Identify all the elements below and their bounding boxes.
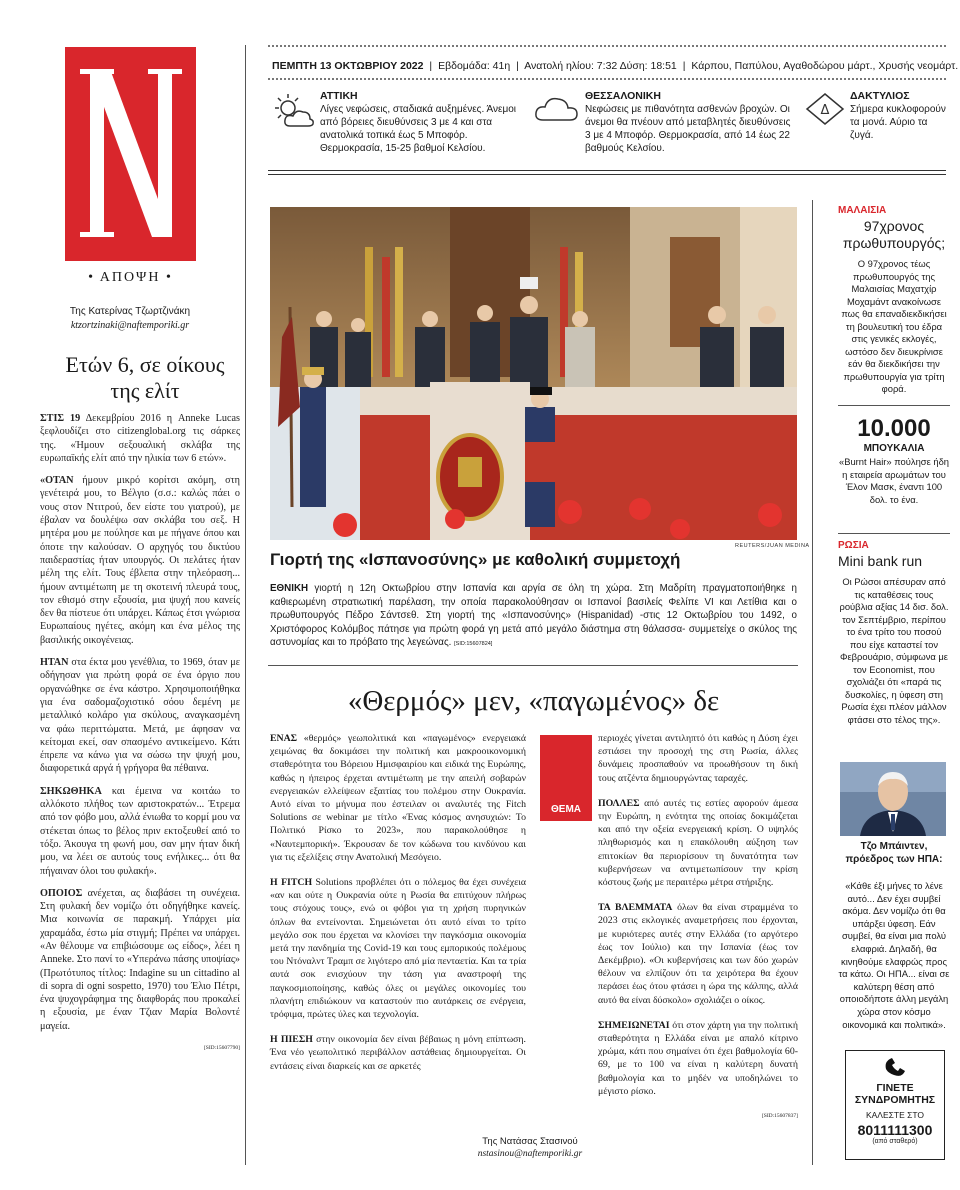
weather-text: Νεφώσεις με πιθανότητα ασθενών βροχών. Οι άνεμοι θα πνέουν από μεταβλητές διευθύνσεις 3 με 4 Μποφόρ. Θερμοκρασία, από 14 έως 22 βαθμούς Κελσίου.: [585, 104, 791, 154]
bottles-label: ΜΠΟΥΚΑΛΙΑ: [863, 443, 925, 454]
left-sid: [SID:15607790]: [203, 1045, 240, 1052]
photo-sid: [SID:15607824]: [454, 641, 493, 647]
date: ΠΕΜΠΤΗ 13 ΟΚΤΩΒΡΙΟΥ 2022: [272, 60, 424, 72]
photo-story-text: ΕΘΝΙΚΗ γιορτή η 12η Οκτωβρίου στην Ισπανία και αργία σε όλη τη χώρα. Στη Μαδρίτη πραγματοποιήθηκε η καθιερωμένη στρατιωτική παρέλαση, την οποία παρακολούθησαν οι Ισπανοί βασιλείς Φελίπε VI και Λετίθια και ο πρωθυπουργός Πέδρο Σάντσεθ. Στη γιορτή της «Ισπανοσύνης» (Hispanidad) -στις 12 Οκτωβρίου του 1492, ο Χριστόφορος Κολόμβος πάτησε για πρώτη φορά γη μετά από μεγάλο διάστημα στη θάλασσα- συμμετείχε ο σκύλος της αστυνομίας και το πρόβατο της λεγεώνας. [SID:15607824]: [270, 583, 797, 648]
bottles-brief: [838, 415, 950, 506]
parade-photo: [270, 207, 797, 540]
brief-headline: Mini bank run: [838, 553, 923, 569]
brief-text: Ο 97χρονος τέως πρωθυπουργός της Μαλαισίας Μαχατχίρ Μοχαμάντ ανακοίνωσε πως θα επαναδιεκδικήσει τη βουλευτική του έδρα στις γενικές εκλογές, ωστόσο δεν διευκρίνισε εάν θα διεκδικήσει την πρωθυπουργία για τρίτη φορά.: [841, 258, 947, 394]
left-byline: [55, 305, 205, 333]
weather-text: Σήμερα κυκλοφορούν τα μονά. Αύριο τα ζυγά.: [850, 104, 946, 141]
main-paragraph: Η FITCH Solutions προβλέπει ότι ο πόλεμος θα έχει συνέχεια «αν και ούτε η Ουκρανία ούτε η Ρωσία θα επιτύχουν πλήρως τους στόχους τους», ενώ οι φόβοι για τη χρήση πυρηνικών όπλων θα εντείνονται. Σημειώνεται ότι αυτό είναι το τρίτο μεγάλο σοκ που έρχεται να κλονίσει την παγκόσμια οικονομία μετά την πανδημία της Covid-19 και τους εμπορικούς πολέμους του Ντόναλντ Τραμπ σε λιγότερο από μία πενταετία. Και τα τρία αυτά σοκ ενισχύουν την τάση για αναστροφή της παγκοσμιοποίησης, καθώς όλες οι μεγάλες οικονομίες του πλανήτη επιδιώκουν να καταστούν πιο αυτάρκεις σε ενέργεια, τρόφιμα, πρώτες ύλες και τεχνολογία.: [270, 877, 526, 1021]
weather-region: ΘΕΣΣΑΛΟΝΙΚΗ: [585, 90, 661, 102]
phone-icon: [846, 1055, 944, 1082]
photo-story-title: Γιορτή της «Ισπανοσύνης» με καθολική συμμετοχή: [270, 550, 681, 569]
biden-caption: Τζο Μπάιντεν, πρόεδρος των ΗΠΑ:: [845, 841, 943, 865]
main-byline-email[interactable]: nstasinou@naftemporiki.gr: [477, 1149, 583, 1159]
main-paragraph: ΠΟΛΛΕΣ από αυτές τις εστίες αφορούν άμεσα την Ευρώπη, η ενότητα της οποίας δοκιμάζεται και από την οξεία ενεργειακή κρίση. Ο υψηλός πληθωρισμός και η επακόλουθη αύξηση των επιτοκίων θα περιορίσουν τη δυνατότητα των κυβερνήσεων να αντιμετωπίσουν την κρίση κόστους ζωής με περαιτέρω μέτρα στήριξης.: [598, 797, 798, 889]
main-paragraph: Η ΠΙΕΣΗ στην οικονομία δεν είναι βέβαιως η μόνη επίπτωση. Ένα νέο γεωπολιτικό περιβάλλον αστάθειας δημιουργείται. Οι εντάσεις είναι διαρκείς και σε αρκετές: [270, 1034, 527, 1072]
brief-label: ΜΑΛΑΙΣΙΑ: [838, 205, 887, 216]
main-paragraph: ΕΝΑΣ «θερμός» γεωπολιτικά και «παγωμένος» ενεργειακά χειμώνας θα δοκιμάσει την πολιτική και μακροοικονομική σταθερότητα του Βόρειου Ημισφαιρίου και ειδικά της Ευρώπης, καθώς η ήπειρος έρχεται αντιμέτωπη με την απειλή σοβαρών ενεργειακών ελλείψεων εξαιτίας του πολέμου στην Ουκρανία. Αυτό είναι το μήνυμα που έστειλαν οι αναλυτές της Fitch Solutions σε webinar με τίτλο «Ένας κόσμος ανησυχιών: Το Πολιτικό Ρίσκο το 2023», που παρακολούθησε η «Ναυτεμπορική». Έκρουσαν δε τον κώδωνα του κινδύνου και για τις εξελίξεις στην Ανατολική Μεσόγειο.: [270, 733, 526, 863]
subscribe-phone[interactable]: 8011111300: [857, 1122, 933, 1138]
subscribe-call: ΚΑΛΕΣΤΕ ΣΤΟ: [865, 1110, 925, 1120]
main-sid: [SID:15607837]: [761, 1113, 798, 1120]
left-paragraph: ΣΤΙΣ 19 Δεκεμβρίου 2016 η Anneke Lucas ξεφλουδίζει στο citizenglobal.org τις σάρκες της. «Ήμουν σεξουαλική σκλάβα της ευρωπαϊκής ελίτ από την ηλικία των 6 ετών».: [40, 413, 240, 464]
bottles-number: 10.000: [857, 415, 931, 442]
main-story-column-2: [598, 732, 798, 1123]
left-paragraph: ΣΗΚΩΘΗΚΑ και έμεινα να κοιτάω το αλλόκοτο πλήθος των αριστοκρατών... Έτρεμα από τον φόβο μου, αλλά ένιωθα το κορμί μου να στέκεται όπως το βέλος πριν εκτοξευθεί από το τόξο. Άκουγα τη φωνή μου, σαν μην ήταν δική μου, να λέει σε αυτούς τους ενήλικες... ότι θα πήγαιναν όλοι του φυλακή».: [40, 785, 240, 877]
main-paragraph: ΣΗΜΕΙΩΝΕΤΑΙ ότι στον χάρτη για την πολιτική σταθερότητα η Ελλάδα είναι με απαλό κίτρινο χρώμα, κάτι που σημαίνει ότι έχει βαθμολογία 60-69, με το 100 να είναι η καλύτερη δυνατή βαθμολογία και το μηδέν να υποδηλώνει το μέγιστο ρίσκο.: [598, 1019, 798, 1097]
left-article-title: Ετών 6, σε οίκους της ελίτ: [65, 352, 225, 403]
subscribe-title: ΓΙΝΕΤΕ ΣΥΝΔΡΟΜΗΤΗΣ: [854, 1082, 936, 1106]
cloud-icon: [533, 92, 579, 129]
main-story-title: «Θερμός» μεν, «παγωμένος» δε: [347, 685, 720, 717]
photo-story-bottom-rule: [268, 665, 798, 666]
delta-icon: [805, 92, 845, 131]
weather-ring: [850, 90, 950, 142]
brief-headline: 97χρονος πρωθυπουργός;: [842, 218, 946, 251]
n-logo-icon: [76, 59, 186, 249]
right-rule: [838, 533, 950, 534]
subscribe-box[interactable]: [845, 1050, 945, 1160]
main-byline-author: Της Νατάσας Στασινού: [482, 1136, 578, 1147]
left-paragraph: ΗΤΑΝ στα έκτα μου γενέθλια, το 1969, όταν με οδήγησαν για πρώτη φορά σε ένα όργιο που οργανώθηκε σε ένα κάστρο. Χρησιμοποιήθηκα για ένα σαδομαζοχιστικό σόου δεμένη με μεταλλικό κολάρο για σκύλους, αναγκασμένη να φάω περιττώματα. Μετά, με άφησαν να κείτομαι εκεί, σαν σπασμένο αντικείμενο. Κάτι έπρεπε να κάνω για να σώσω την ψυχή μου, διαφορετικά αργά ή γρήγορα θα πέθαινα.: [40, 657, 240, 775]
biden-quote: «Κάθε έξι μήνες το λένε αυτό... Δεν έχει συμβεί ακόμα. Δεν νομίζω ότι θα υπάρξει ύφεση. Εάν συμβεί, θα είναι μια πολύ ελαφριά. Δηλαδή, θα κινηθούμε ελαφρώς προς τα κάτω. Οι ΗΠΑ... είναι σε καλύτερη θέση από οποιοδήποτε άλλη μεγάλη χώρα στον κόσμο οικονομικά και πολιτικά».: [838, 880, 950, 1030]
weather-text: Λίγες νεφώσεις, σταδιακά αυξημένες. Άνεμοι από βόρειες διευθύνσεις 3 με 4 και στα ανατολικά τοπικά έως 5 Μποφόρ. Θερμοκρασία, 15-25 βαθμοί Κελσίου.: [320, 104, 516, 154]
sun-times: Ανατολή ηλίου: 7:32 Δύση: 18:51: [524, 60, 677, 72]
weather-region: ΑΤΤΙΚΗ: [320, 90, 358, 102]
main-story-column-1: [270, 732, 526, 1085]
name-days: Κάρπου, Παπύλου, Αγαθοδώρου μάρτ., Χρυσής νεομάρτ.: [691, 60, 959, 72]
week-number: Εβδομάδα: 41η: [438, 60, 511, 72]
section-label: • ΑΠΟΨΗ •: [88, 270, 173, 285]
left-byline-author: Της Κατερίνας Τζωρτζινάκη: [69, 306, 191, 317]
dateline: ΠΕΜΠΤΗ 13 ΟΚΤΩΒΡΙΟΥ 2022 | Εβδομάδα: 41η | Ανατολή ηλίου: 7:32 Δύση: 18:51 | Κάρπου, Παπύλου, Αγαθοδώρου μάρτ., Χρυσής νεομάρτ.: [272, 60, 959, 72]
malaysia-brief: [838, 205, 950, 396]
sun-cloud-icon: [270, 92, 316, 137]
brief-text: Οι Ρώσοι απέσυραν από τις καταθέσεις τους ρούβλια αξίας 14 δισ. δολ. τον Σεπτέμβριο, περίπου το ένα τρίτο του ποσού που είχε καταστεί τον Φεβρουάριο, σύμφωνα με τον Economist, που σχολιάζει ότι «παρά τις δυσκολίες, η ύφεση στη Ρωσία έχει πλέον μάλλον φτάσει στο τέλος της».: [839, 576, 949, 725]
left-paragraph: «ΟΤΑΝ ήμουν μικρό κορίτσι ακόμη, στη γενέτειρά μου, το Βέλγιο (σ.σ.: καλώς πάει ο νους στον Ντιτρού, δεν είστε του γιατρού), με έβαλαν να δουλέψω σαν σκλάβα του σεξ. Η μητέρα μου με πούλησε και με πήγανε όπου και όποτε την καλούσαν. Ο αρχηγός του δικτύου παιδεραστίας ήταν υπουργός. Οι πελάτες ήταν μέλη της ελίτ. Τους έβλεπα στην τηλεόραση... ήμουν αντιμέτωπη με τη σκοτεινή πλευρά τους, τον εθισμό στην εξουσία, μια ψυχή που κανείς δεν θα πίστευε ότι υπάρχει. Κάπως έτσι γνώρισα Ευρωπαίους ηγέτες, ακόμη και ένα μέλος της βασιλικής οικογένειας.: [40, 475, 240, 646]
main-byline: [430, 1135, 630, 1161]
weather-attica: [320, 90, 520, 155]
left-byline-email[interactable]: ktzortzinaki@naftemporiki.gr: [70, 320, 190, 331]
biden-photo: [840, 762, 946, 836]
left-paragraph: ΟΠΟΙΟΣ ανέχεται, ας διαβάσει τη συνέχεια. Στη φυλακή δεν νομίζω ότι οδηγήθηκε κανείς. Μια κοινωνία σε παρακμή. Υπάρχει μία χαραμάδα, έστω μία στιγμή; Πρέπει να υπάρχει. «Αν θέλουμε να επιβιώσουμε ως είδος», λέει η Anneke. Στο πανί το «Υπεράνω πάσης υποψίας» (Πρωτότυπος τίτλος: Indagine su un cittadino al di sopra di ogni sospetto, 1970) του Έλιο Πέτρι, ένα ψυχογράφημα της διαφθοράς που προκαλεί η εξουσία, με έναν Τζιαν Μαρία Βολοντέ μαγεία.: [40, 887, 240, 1032]
theme-tag: ΘΕΜΑ: [540, 735, 592, 821]
naftemporiki-logo: [65, 47, 196, 261]
photo-credit: REUTERS/JUAN MEDINA: [735, 543, 810, 549]
right-column-divider: [812, 200, 813, 1165]
russia-brief: [838, 540, 950, 726]
brief-label: ΡΩΣΙΑ: [838, 540, 869, 551]
weather-region: ΔΑΚΤΥΛΙΟΣ: [850, 90, 910, 102]
weather-thessaloniki: [585, 90, 795, 155]
main-paragraph: περιοχές γίνεται αντιληπτό ότι καθώς η Δύση έχει εστιάσει την προσοχή της στη Ρωσία, άλλες δυνάμεις προσπαθούν να προωθήσουν τη δική τους ατζέντα δημιουργώντας ταραχές.: [598, 733, 798, 784]
bottles-text: «Burnt Hair» πούλησε ήδη η εταιρεία αρωμάτων του Έλον Μασκ, έναντι 100 δολ. το ένα.: [838, 456, 950, 505]
header-top-rule: [268, 45, 946, 47]
svg-text:Δ: Δ: [820, 103, 830, 118]
main-paragraph: ΤΑ ΒΛΕΜΜΑΤΑ όλων θα είναι στραμμένα το 2023 στις εκλογικές αναμετρήσεις που έρχονται, με κυριότερες αυτές στην Ελλάδα (το αργότερο έως τον Ιούλιο) και την Ισπανία (έως τον Δεκέμβριο). «Οι κυβερνήσεις και των δύο χωρών θέλουν να ελπίζουν ότι τα χειρότερα θα έχουν περάσει έως ότου φτάσει η ώρα της κάλπης, αλλά αυτό θα είναι δύσκολο» σχολιάζει ο οίκος.: [598, 902, 798, 1006]
weather-bottom-rule: [268, 170, 946, 175]
left-column-divider: [245, 45, 246, 1165]
header-bottom-rule: [268, 78, 946, 80]
right-rule: [838, 405, 950, 406]
subscribe-note: (από σταθερό): [872, 1138, 918, 1145]
left-article-body: [40, 412, 240, 1055]
